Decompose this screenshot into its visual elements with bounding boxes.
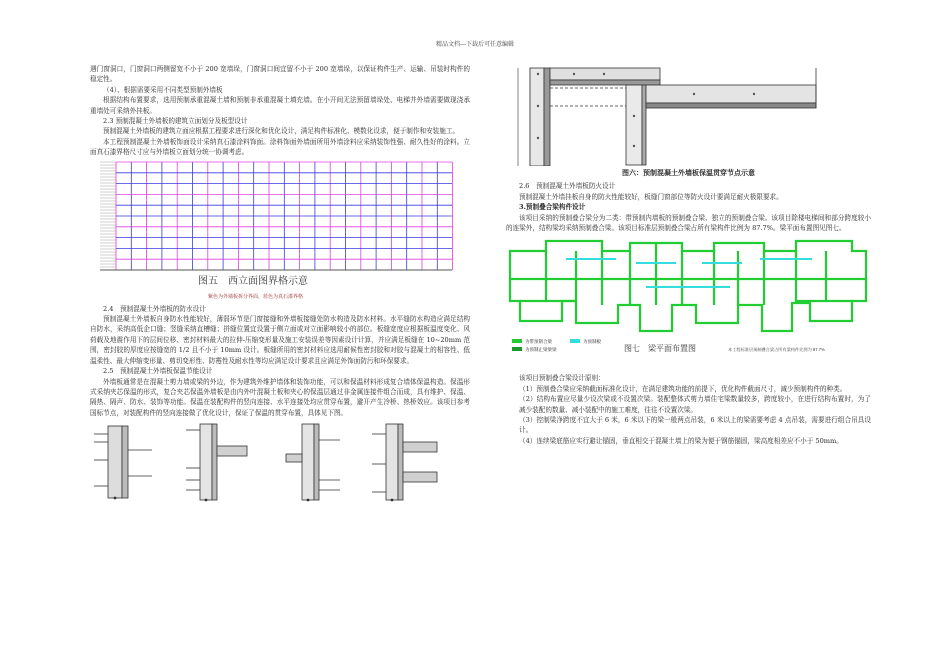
figure-caption: 图六：预制混凝土外墙板保温贯穿节点示意 <box>622 168 755 177</box>
left-column <box>90 64 470 508</box>
section-heading: 2.5 预制混凝土外墙板保温节能设计 <box>103 367 213 376</box>
paragraph: 本工程预制混凝土外墙板饰面设计采纳真石漆涂料饰面。涂料饰面外墙面所用外墙涂料应采纳装饰性强、耐久性好的涂料。立面真石漆界格尺寸应与外墙板立面划分统一协调考虑。 <box>90 137 470 157</box>
right-column <box>506 64 871 446</box>
figure-caption: 图五 西立面图界格示意 <box>198 275 308 287</box>
paragraph: 预制混凝土外墙板的建筑立面应根据工程要求进行深化和优化设计，满足构件标准化、模数化设求，便于制作和安装施工。 <box>103 127 460 136</box>
list-intro: 该项目预制叠合梁设计原则： <box>519 374 605 383</box>
paragraph: 外墙板通常是在混凝土剪力墙或梁的外边，作为建筑外维护墙体和装饰功能，可以和保温材料形成复合墙体保温构造。保温形式采纳夹芯保温的形式，复合夹芯保温外墙板是由内外叶混凝土板和夹心的保温层通过非金属连接件组合而成，具有维护、保温、隔热、隔声、防水、装饰等功能。保温在装配构件的竖向连接、水平连接处均应贯穿布置，避开产生冷桥、热桥效应。该项目参考国标节点，对装配构件的竖向连接做了优化设计，保证了保温的贯穿布置，具体见下图。 <box>90 377 470 417</box>
section-heading: 3.预制叠合梁构件设计 <box>519 203 586 212</box>
section-heading: 2.4 预制混凝土外墙板的防水设计 <box>103 304 206 313</box>
paragraph: 根据结构布置要求，选用预制承重混凝土墙和预制非承重混凝土填充墙。在小开间无法预留墙垛处、电梯井外墙需要做现浇承重墙处可采纳外挂板。 <box>90 96 470 115</box>
list-item: （1）预制叠合梁应采纳截面标准化设计，在满足建筑功能的前提下，优化构件截面尺寸，减少预制构件的种类。 <box>519 384 847 393</box>
section-heading: 2.3 预制混凝土外墙板的建筑立面划分及板型设计 <box>103 117 248 126</box>
beam-plan-figure <box>506 235 871 371</box>
list-item: （4）连续梁底筋应实行避让锚固，垂直相交于混凝土墙上的梁为便于钢筋锚固，梁高度相差应不小于 50mm。 <box>519 436 843 445</box>
insulation-node-figure <box>514 66 844 166</box>
figure-subcaption: 紫色为外墙板拆分界面，蓝色为真石漆界格 <box>208 293 304 300</box>
section-heading: （4）、根据需要采用不同类型预制外墙板 <box>103 85 223 94</box>
section-heading: 2.6 预制混凝土外墙板防火设计 <box>519 182 616 191</box>
principle-list <box>506 384 871 446</box>
figure-note: 本工程标准层预制叠合梁占所有梁构件比例为 87.7% <box>728 347 825 353</box>
legend-label: 为预制板 <box>583 339 601 345</box>
paragraph: 预制混凝土外墙挂板自身的防火性能较好，板缝门窗部位等防火设计要满足耐火极限要求。 <box>519 192 783 201</box>
figure-caption: 图七 梁平面布置图 <box>624 344 696 354</box>
page-header: 精品文档---下载后可任意编辑 <box>435 41 515 48</box>
legend-label: 为带预制合梁 <box>525 339 552 345</box>
wall-detail-figure <box>90 420 466 506</box>
list-item: （3）控制梁净跨度不宜大于 6 米，6 米以下的梁一般两点吊装，6 米以上的梁需要考虑 4 点吊装，需要进行组合吊具设计。 <box>519 416 871 435</box>
paragraph: 该项目采纳的预制叠合梁分为二类：带预制内墙板的预制叠合梁、独立的预制叠合梁。该项目除楼电梯间和部分跨度较小的连梁外，结构梁均采纳预制叠合梁。该项目标准层预制叠合梁占所有梁构件比例为 87.7%。梁平面布置图见图七。 <box>506 213 871 233</box>
paragraph: 预制混凝土外墙板自身防水性能较好，薄弱环节是门窗接缝和外墙板接缝处防水构造及防水材料。水平缝防水构造应满足结构自防水，采纳高低企口缝；竖缝采纳直槽缝；拼缝位置宜设置于侧立面或对立面影响较小的部位。板缝宽度应根据板温度变化、风荷载及地震作用下的层间位移、密封材料最大的拉伸-压缩变形量及施工安装误差等因素设计计算，并应满足板缝在 10~20mm 范围，密封胶的厚度应按缝宽的 1/2 且不小于 10mm 设计。板缝所用的密封材料应选用耐候性密封胶和对胶与混凝土的相容性、低温柔性、最大伸缩变形量、剪切变形性、防霉性及耐水性等均应满足设计要求且应满足外饰面防污和环保要求。 <box>90 315 470 365</box>
list-item: （2）结构布置应尽量少设次梁或不设置次梁。装配整体式剪力墙住宅梁数量较多，跨度较小，在进行结构布置时，为了减少装配的数量、减小装配中的施工难度，往往不设置次梁。 <box>519 395 871 414</box>
facade-grid-figure <box>90 160 462 302</box>
legend-label: 为预制止梁梁梁 <box>525 347 557 353</box>
paragraph: 遇门窗洞口，门窗洞口两侧留宽不小于 200 宽墙垛，门窗洞口间宜留不小于 200 宽墙垛，以保证构件生产、运输、吊装时构件的稳定性。 <box>90 65 470 84</box>
